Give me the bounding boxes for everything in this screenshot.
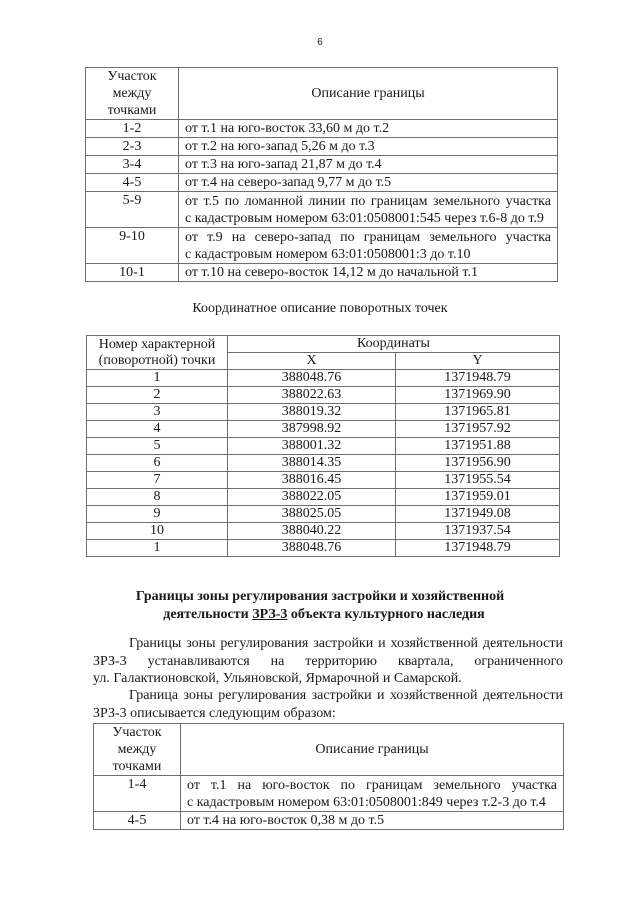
table-row	[87, 523, 560, 540]
table-row	[87, 455, 560, 472]
header-description: Описание границы	[179, 68, 558, 120]
y-cell: 1371959.01	[396, 489, 560, 506]
description-cell: от т.10 на северо-восток 14,12 м до начальной т.1	[179, 264, 558, 282]
description-cell: от т.4 на юго-восток 0,38 м до т.5	[181, 812, 564, 830]
table-row	[94, 812, 564, 830]
point-cell: 1	[87, 370, 228, 387]
description-cell: от т.1 на юго-восток 33,60 м до т.2	[179, 120, 558, 138]
x-cell: 388001.32	[228, 438, 396, 455]
y-cell: 1371951.88	[396, 438, 560, 455]
x-cell: 388022.05	[228, 489, 396, 506]
segment-cell: 1-4	[94, 776, 181, 812]
table-row	[87, 472, 560, 489]
table-row	[86, 156, 558, 174]
x-cell: 388014.35	[228, 455, 396, 472]
header-y: Y	[396, 353, 560, 370]
paragraph-zone-description: Граница зоны регулирования застройки и хозяйственной деятельности ЗРЗ-3 описывается следующим образом:	[93, 688, 563, 721]
table-row	[94, 776, 564, 812]
table-header-row	[94, 724, 564, 776]
paragraph-zone-territory: Границы зоны регулирования застройки и хозяйственной деятельности ЗРЗ-3 устанавливаются на территорию квартала, ограниченного ул. Галактионовской, Ульяновской, Ярмарочной и Самарской.	[93, 636, 563, 686]
description-cell: от т.4 на северо-запад 9,77 м до т.5	[179, 174, 558, 192]
point-cell: 1	[87, 540, 228, 557]
header-segment: Участок между точками	[94, 724, 181, 776]
table-row	[86, 138, 558, 156]
point-cell: 2	[87, 387, 228, 404]
description-cell: от т.2 на юго-запад 5,26 м до т.3	[179, 138, 558, 156]
table-row	[86, 228, 558, 264]
zone-code: ЗРЗ-3	[252, 607, 288, 622]
x-cell: 388040.22	[228, 523, 396, 540]
x-cell: 388025.05	[228, 506, 396, 523]
segment-cell: 4-5	[94, 812, 181, 830]
header-description: Описание границы	[181, 724, 564, 776]
description-cell: от т.9 на северо-запад по границам земельного участка с кадастровым номером 63:01:0508001:3 до т.10	[179, 228, 558, 264]
y-cell: 1371948.79	[396, 540, 560, 557]
point-cell: 7	[87, 472, 228, 489]
header-coordinates: Координаты	[228, 336, 560, 353]
coordinates-table	[86, 335, 560, 557]
point-cell: 4	[87, 421, 228, 438]
zrz3-boundary-table	[93, 723, 564, 830]
table-row	[87, 506, 560, 523]
table-row	[87, 421, 560, 438]
description-cell: от т.5 по ломанной линии по границам земельного участка с кадастровым номером 63:01:0508001:545 через т.6-8 до т.9	[179, 192, 558, 228]
point-cell: 9	[87, 506, 228, 523]
segment-cell: 2-3	[86, 138, 179, 156]
table-header-row	[86, 68, 558, 120]
point-cell: 10	[87, 523, 228, 540]
table-header-row	[87, 336, 560, 353]
table-row	[86, 120, 558, 138]
x-cell: 388048.76	[228, 540, 396, 557]
point-cell: 6	[87, 455, 228, 472]
header-segment: Участок между точками	[86, 68, 179, 120]
point-cell: 8	[87, 489, 228, 506]
table-row	[87, 404, 560, 421]
y-cell: 1371955.54	[396, 472, 560, 489]
y-cell: 1371969.90	[396, 387, 560, 404]
point-cell: 3	[87, 404, 228, 421]
header-point: Номер характерной (поворотной) точки	[87, 336, 228, 370]
x-cell: 388016.45	[228, 472, 396, 489]
section-heading-line2: деятельности ЗРЗ-3 объекта культурного наследия	[163, 607, 485, 622]
segment-cell: 3-4	[86, 156, 179, 174]
x-cell: 388022.63	[228, 387, 396, 404]
table-row	[87, 387, 560, 404]
x-cell: 388048.76	[228, 370, 396, 387]
boundary-description-table	[85, 67, 558, 282]
segment-cell: 4-5	[86, 174, 179, 192]
coordinates-caption: Координатное описание поворотных точек	[192, 301, 448, 316]
section-heading	[0, 588, 640, 624]
segment-cell: 9-10	[86, 228, 179, 264]
y-cell: 1371948.79	[396, 370, 560, 387]
y-cell: 1371949.08	[396, 506, 560, 523]
table-row	[86, 174, 558, 192]
y-cell: 1371957.92	[396, 421, 560, 438]
table-row	[87, 489, 560, 506]
header-x: X	[228, 353, 396, 370]
y-cell: 1371937.54	[396, 523, 560, 540]
table-row	[86, 192, 558, 228]
table-row	[87, 540, 560, 557]
segment-cell: 10-1	[86, 264, 179, 282]
x-cell: 387998.92	[228, 421, 396, 438]
table-row	[87, 370, 560, 387]
description-cell: от т.1 на юго-восток по границам земельного участка с кадастровым номером 63:01:0508001:849 через т.2-3 до т.4	[181, 776, 564, 812]
x-cell: 388019.32	[228, 404, 396, 421]
point-cell: 5	[87, 438, 228, 455]
y-cell: 1371965.81	[396, 404, 560, 421]
description-cell: от т.3 на юго-запад 21,87 м до т.4	[179, 156, 558, 174]
table-row	[86, 264, 558, 282]
section-heading-line1: Границы зоны регулирования застройки и хозяйственной	[135, 589, 505, 604]
y-cell: 1371956.90	[396, 455, 560, 472]
segment-cell: 5-9	[86, 192, 179, 228]
table-row	[87, 438, 560, 455]
page-number: 6	[317, 37, 323, 48]
segment-cell: 1-2	[86, 120, 179, 138]
